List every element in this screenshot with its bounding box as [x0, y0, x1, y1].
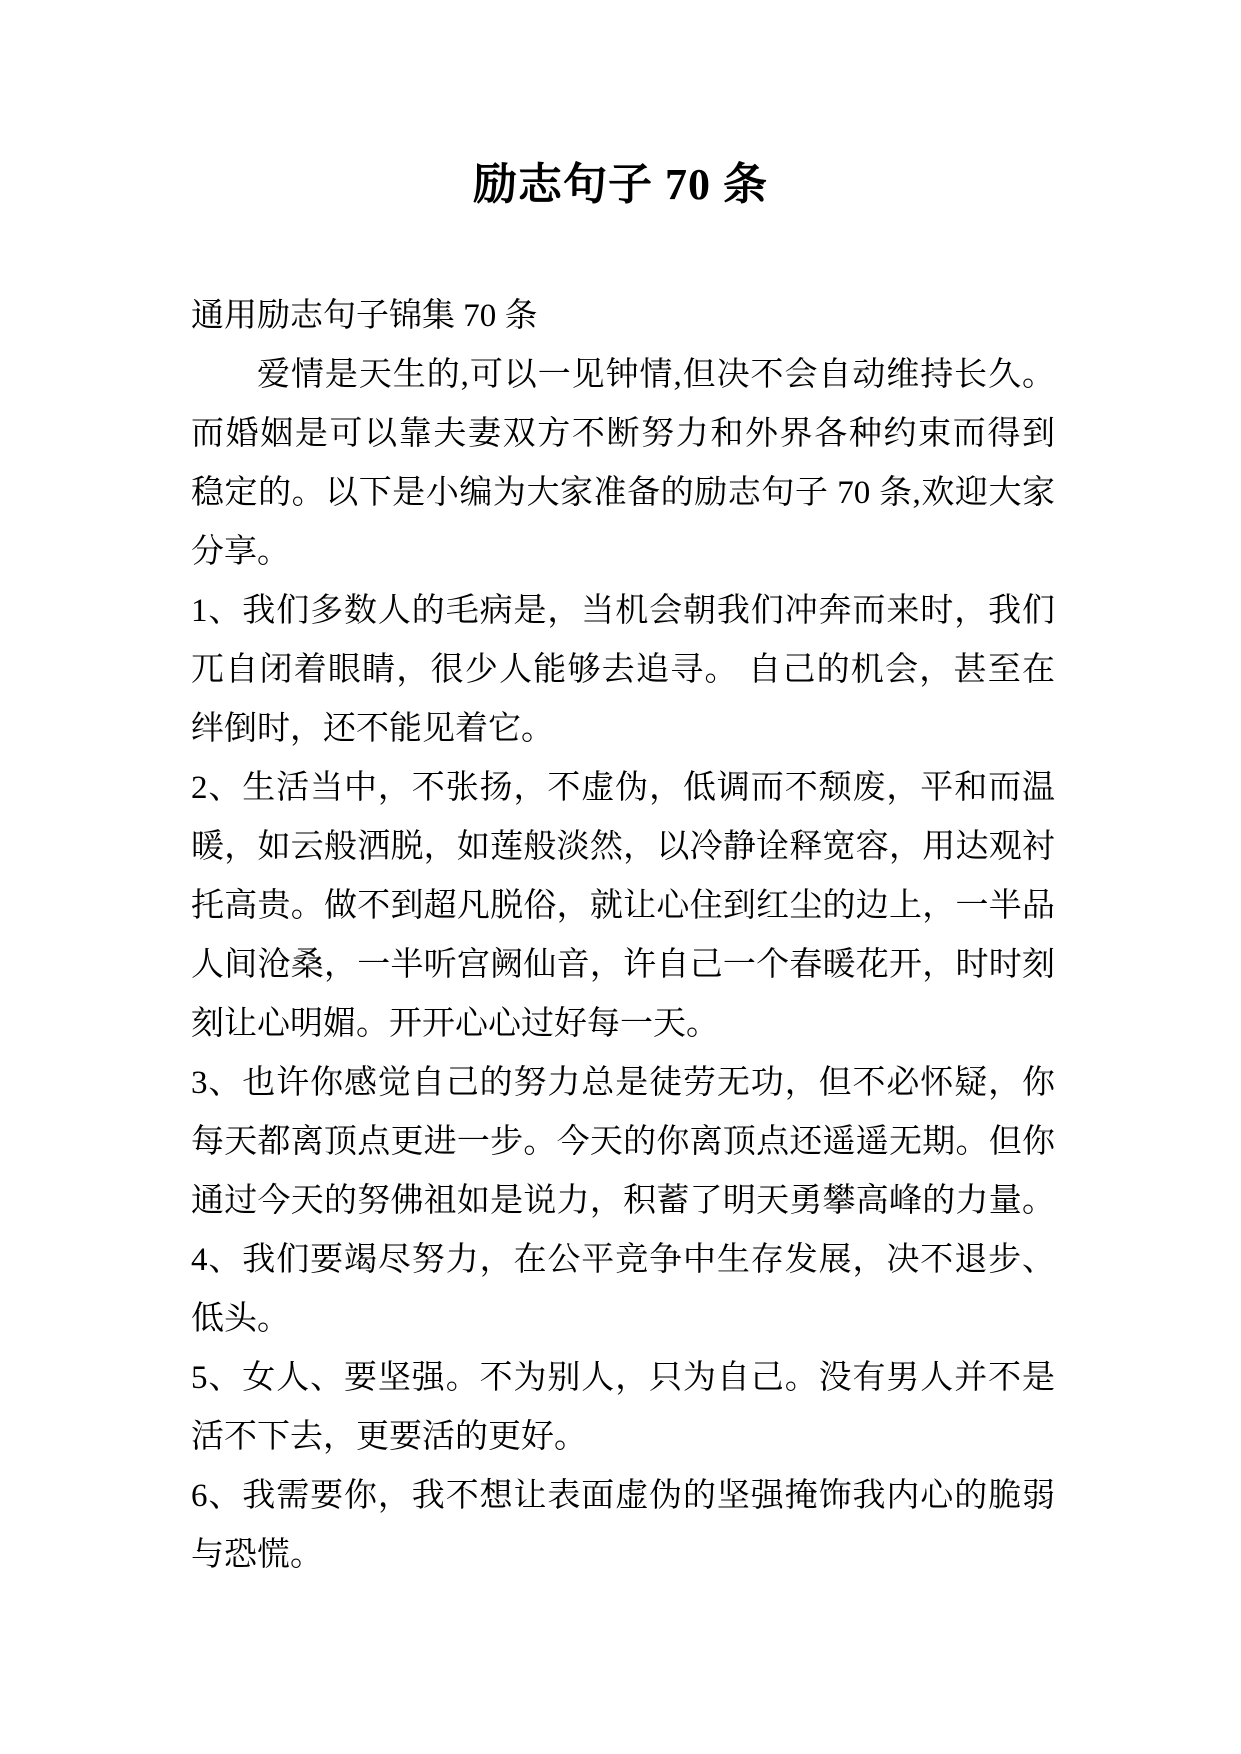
- document-subtitle: 通用励志句子锦集 70 条: [191, 298, 538, 334]
- text-line: 4、我们要竭尽努力，在公平竞争中生存发展，决不退步、: [191, 1242, 1055, 1278]
- paragraph-item-3: [191, 1054, 1055, 1231]
- text-line: 6、我需要你，我不想让表面虚伪的坚强掩饰我内心的脆弱: [191, 1478, 1055, 1514]
- paragraph-item-5: [191, 1349, 1055, 1467]
- text-line: 托高贵。做不到超凡脱俗，就让心住到红尘的边上，一半品: [191, 888, 1055, 924]
- text-line: 稳定的。以下是小编为大家准备的励志句子 70 条,欢迎大家: [191, 475, 1055, 511]
- text-line: 暖，如云般洒脱，如莲般淡然，以冷静诠释宽容，用达观衬: [191, 829, 1055, 865]
- text-line: 1、我们多数人的毛病是，当机会朝我们冲奔而来时，我们: [191, 593, 1055, 629]
- text-line: 活不下去，更要活的更好。: [191, 1419, 587, 1455]
- document-body: [191, 287, 1055, 1585]
- text-line: 低头。: [191, 1301, 290, 1337]
- paragraph-item-2: [191, 759, 1055, 1054]
- text-line: 分享。: [191, 534, 290, 570]
- paragraph-item-1: [191, 582, 1055, 759]
- text-line: 而婚姻是可以靠夫妻双方不断努力和外界各种约束而得到: [191, 416, 1055, 452]
- text-line: 2、生活当中，不张扬，不虚伪，低调而不颓废，平和而温: [191, 770, 1055, 806]
- paragraph-item-4: [191, 1231, 1055, 1349]
- text-line: 人间沧桑，一半听宫阙仙音，许自己一个春暖花开，时时刻: [191, 947, 1055, 983]
- text-line: 绊倒时，还不能见着它。: [191, 711, 554, 747]
- text-line: 爱情是天生的,可以一见钟情,但决不会自动维持长久。: [257, 357, 1055, 393]
- text-line: 兀自闭着眼睛，很少人能够去追寻。 自己的机会，甚至在: [191, 652, 1055, 688]
- text-line: 5、女人、要坚强。不为别人，只为自己。没有男人并不是: [191, 1360, 1055, 1396]
- text-line: 与恐慌。: [191, 1537, 323, 1573]
- paragraph-intro: [191, 346, 1055, 582]
- text-line: 3、也许你感觉自己的努力总是徒劳无功，但不必怀疑，你: [191, 1065, 1055, 1101]
- document-title: 励志句子 70 条: [473, 160, 768, 209]
- paragraph-item-6: [191, 1467, 1055, 1585]
- text-line: 刻让心明媚。开开心心过好每一天。: [191, 1006, 719, 1042]
- text-line: 每天都离顶点更进一步。今天的你离顶点还遥遥无期。但你: [191, 1124, 1055, 1160]
- text-line: 通过今天的努佛祖如是说力，积蓄了明天勇攀高峰的力量。: [191, 1183, 1055, 1219]
